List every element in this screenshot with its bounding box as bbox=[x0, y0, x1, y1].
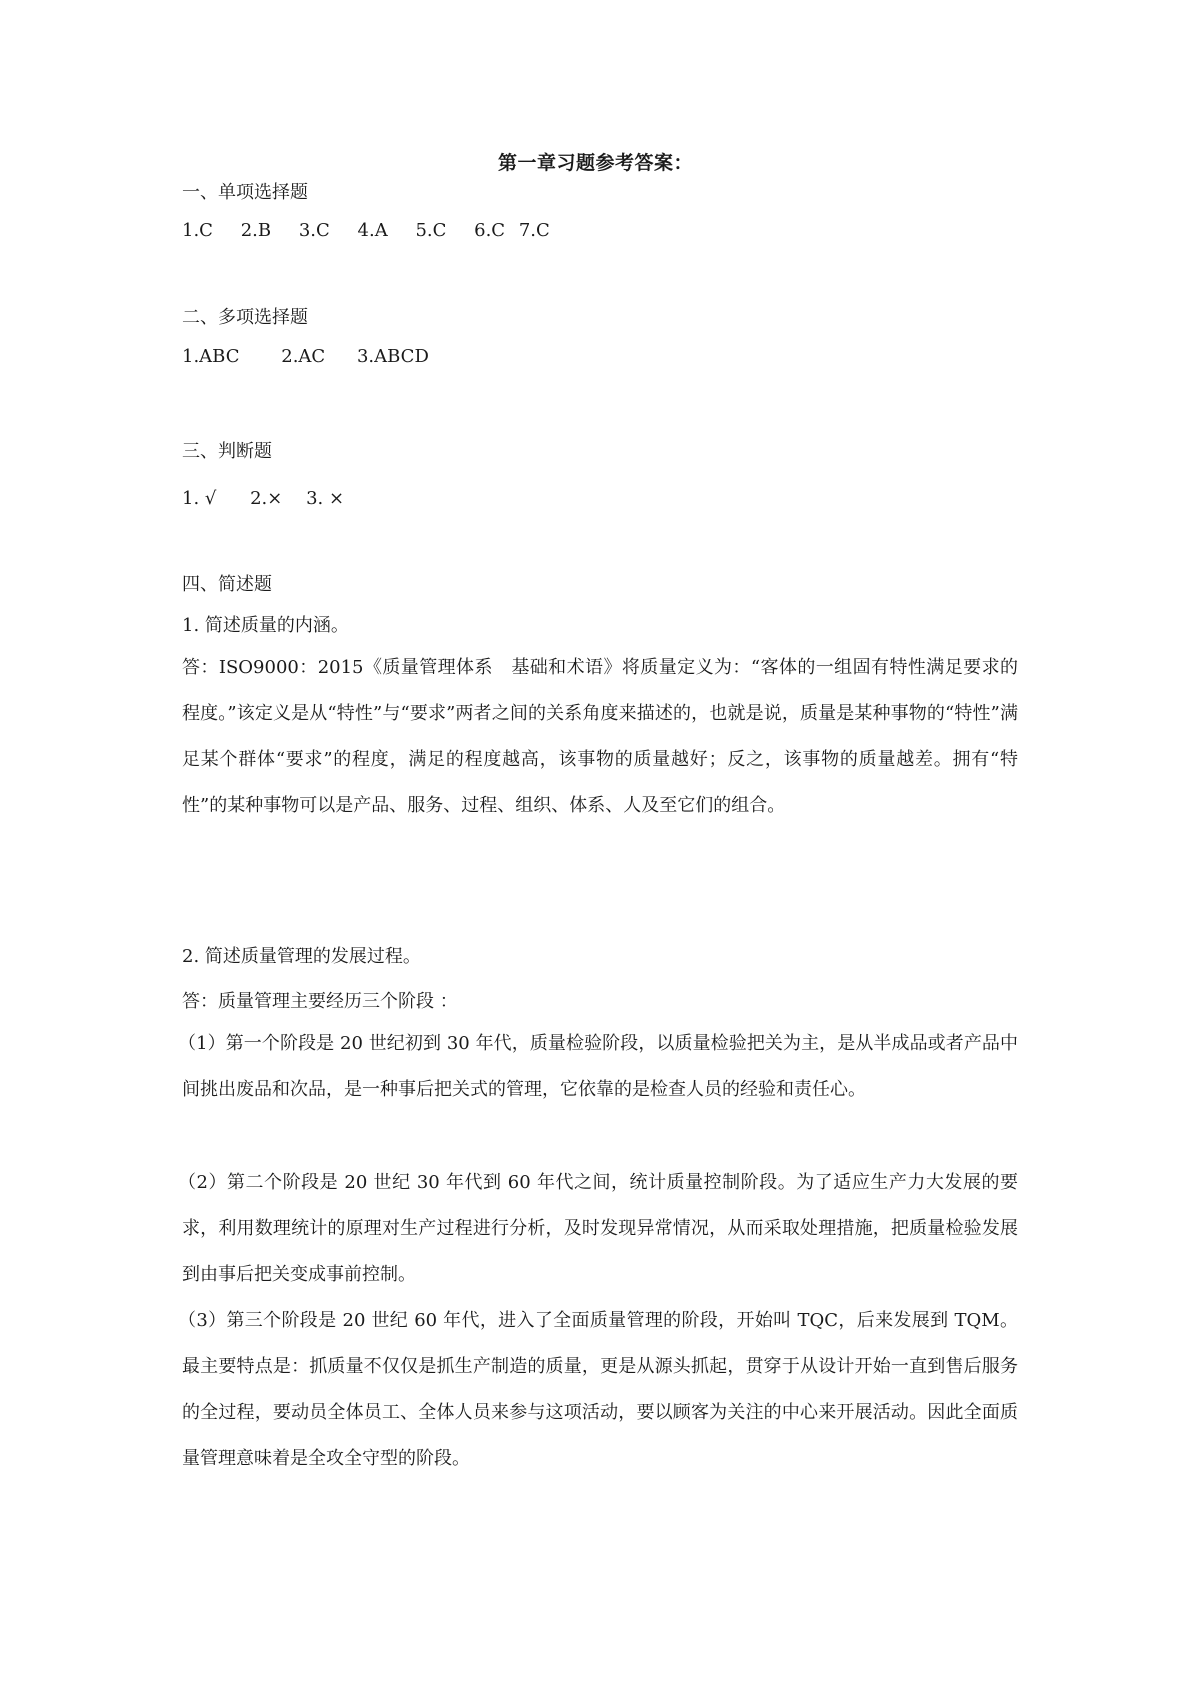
answer-item: 4.A bbox=[357, 220, 388, 241]
answer-item: 7.C bbox=[518, 220, 550, 241]
answer-2-intro: 答：质量管理主要经历三个阶段 ： bbox=[182, 991, 458, 1012]
answer-1: 答：ISO9000：2015《质量管理体系 基础和术语》将质量定义为：“客体的一组固有特性满足要求的程度。”该定义是从“特性”与“要求”两者之间的关系角度来描述的，也就是说，质量是某种事物的“特性”满足某个群体“要求”的程度，满足的程度越高，该事物的质量越好；反之，该事物的质量越差。拥有“特性”的某种事物可以是产品、服务、过程、组织、体系、人及至它们的组合。 bbox=[182, 657, 1018, 816]
answer-item: 2.× bbox=[250, 488, 283, 509]
answer-item: 1.ABC bbox=[182, 346, 240, 367]
page-title: 第一章习题参考答案： bbox=[497, 152, 693, 174]
answer-item: 2.B bbox=[240, 220, 272, 241]
answer-item: 2.AC bbox=[281, 346, 326, 367]
section-heading-short-answer: 四、简述题 bbox=[182, 574, 272, 595]
question-1: 1. 简述质量的内涵。 bbox=[182, 615, 349, 636]
multi-choice-answers bbox=[182, 345, 465, 369]
answer-2-stage-3: （3）第三个阶段是 20 世纪 60 年代，进入了全面质量管理的阶段，开始叫 TQC，后来发展到 TQM。最主要特点是：抓质量不仅仅是抓生产制造的质量，更是从源头抓起，贯穿于从设计开始一直到售后服务的全过程，要动员全体员工、全体人员来参与这项活动，要以顾客为关注的中心来开展活动。因此全面质量管理意味着是全攻全守型的阶段。 bbox=[178, 1310, 1018, 1469]
answer-item: 3. × bbox=[306, 488, 345, 509]
question-2: 2. 简述质量管理的发展过程。 bbox=[182, 946, 421, 967]
answer-item: 5.C bbox=[415, 220, 447, 241]
answer-2-stage-1: （1）第一个阶段是 20 世纪初到 30 年代，质量检验阶段，以质量检验把关为主，是从半成品或者产品中间挑出废品和次品，是一种事后把关式的管理，它依靠的是检查人员的经验和责任心。 bbox=[178, 1033, 1018, 1100]
answer-2-stage-2: （2）第二个阶段是 20 世纪 30 年代到 60 年代之间，统计质量控制阶段。为了适应生产力大发展的要求，利用数理统计的原理对生产过程进行分析，及时发现异常情况，从而采取处理措施，把质量检验发展到由事后把关变成事前控制。 bbox=[178, 1172, 1018, 1285]
answer-item: 1.C bbox=[182, 220, 213, 241]
answer-item: 3.ABCD bbox=[356, 346, 429, 367]
section-heading-multi-choice: 二、多项选择题 bbox=[182, 307, 308, 328]
answer-item: 6.C bbox=[474, 220, 506, 241]
true-false-answers bbox=[182, 487, 366, 511]
single-choice-answers bbox=[182, 219, 572, 243]
section-heading-single-choice: 一、单项选择题 bbox=[182, 182, 308, 203]
answer-item: 1. √ bbox=[182, 488, 217, 509]
section-heading-true-false: 三、判断题 bbox=[182, 441, 272, 462]
answer-item: 3.C bbox=[298, 220, 330, 241]
